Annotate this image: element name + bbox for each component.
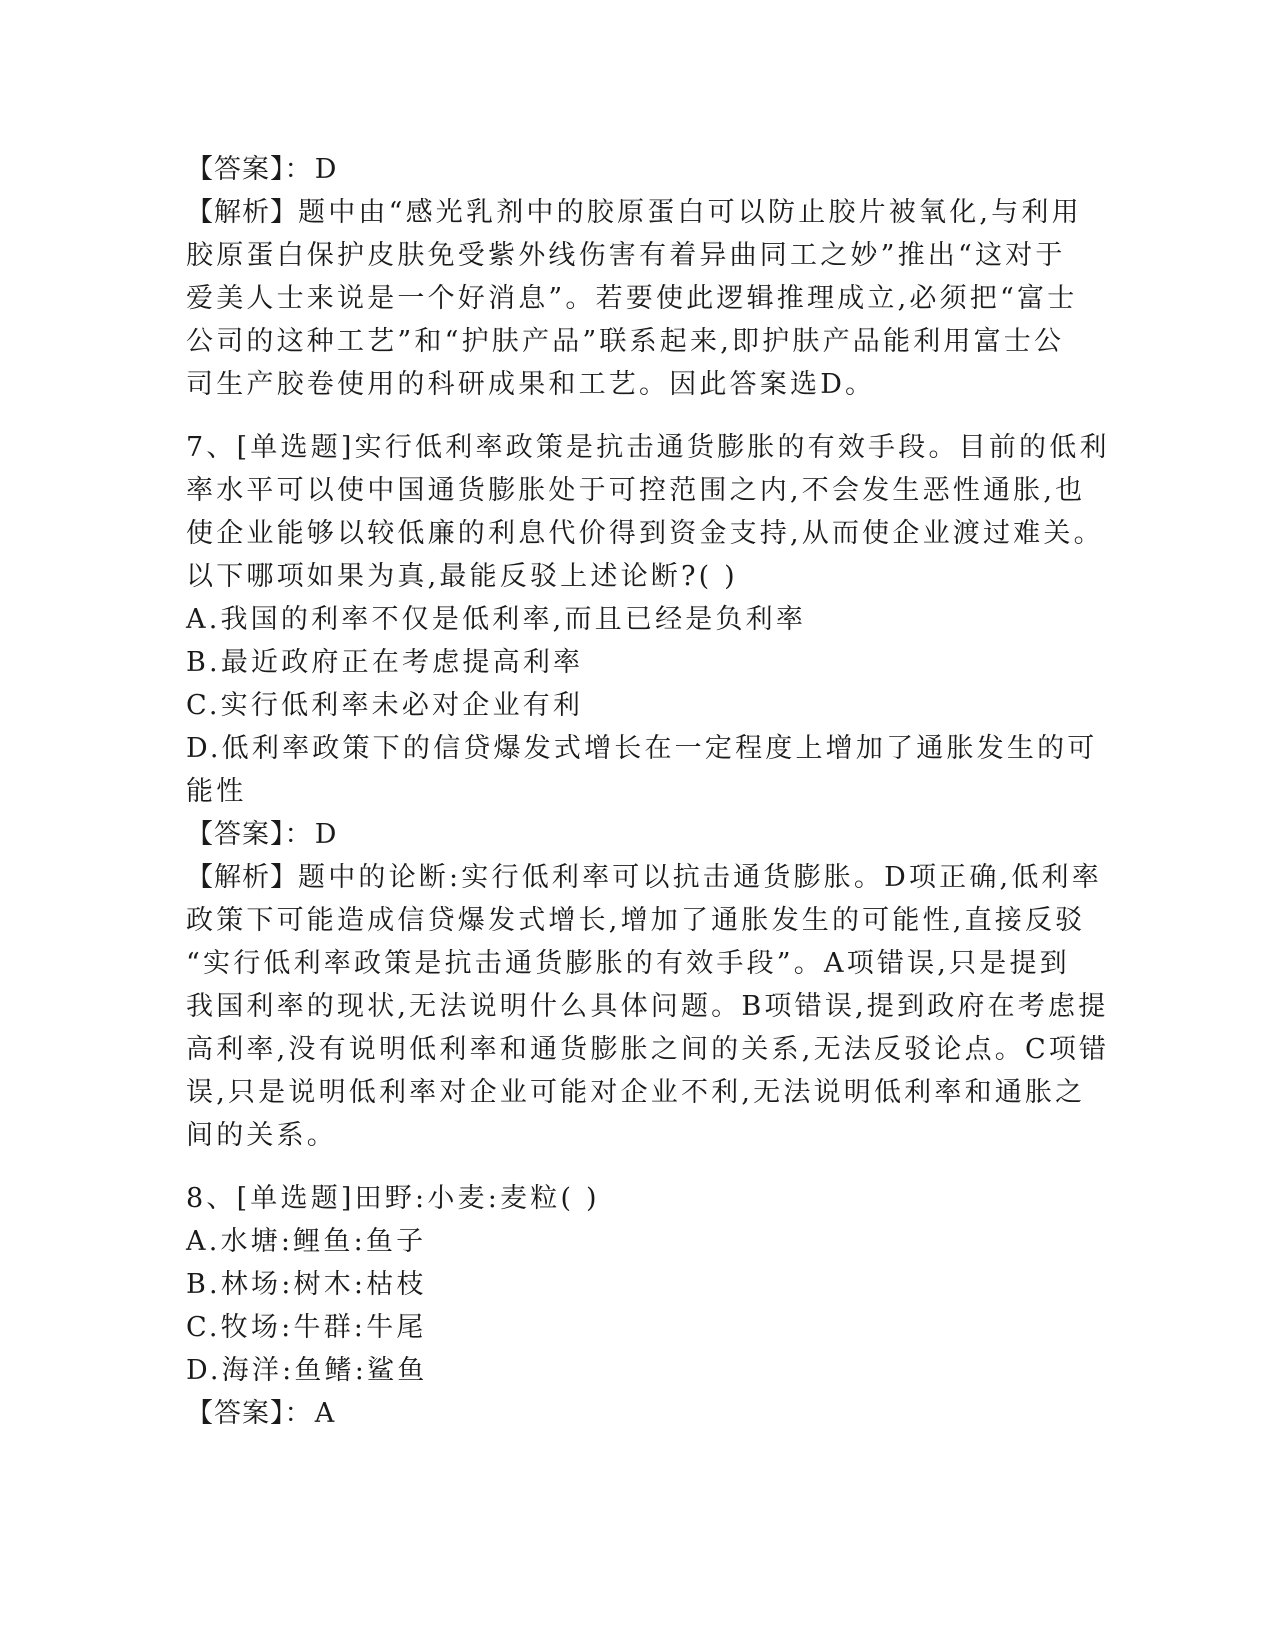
q6-answer (186, 148, 1086, 191)
answer-separator: ： (284, 1398, 315, 1429)
q7-answer (186, 813, 1086, 856)
q7-analysis-line (186, 856, 1102, 899)
q7-analysis-line: 我国利率的现状,无法说明什么具体问题。B项错误,提到政府在考虑提 (186, 991, 1109, 1022)
q7-option-d-continued: 能性 (186, 776, 247, 807)
answer-label: 【答案】 (186, 819, 285, 850)
analysis-text: 题中的论断:实行低利率可以抗击通货膨胀。D项正确,低利率 (298, 862, 1102, 893)
document-page (186, 148, 1110, 1435)
answer-label: 【答案】 (186, 1398, 285, 1429)
q7-option-c: C.实行低利率未必对企业有利 (186, 690, 584, 721)
q6-analysis-line: 司生产胶卷使用的科研成果和工艺。因此答案选D。 (186, 369, 876, 400)
answer-value: D (314, 819, 340, 850)
q6-analysis-line (186, 191, 1086, 234)
q7-question-line: 以下哪项如果为真,最能反驳上述论断?( ) (186, 561, 738, 592)
q7-question-line: 使企业能够以较低廉的利息代价得到资金支持,从而使企业渡过难关。 (186, 518, 1104, 549)
section-gap (186, 1157, 1086, 1177)
q7-option-b: B.最近政府正在考虑提高利率 (186, 647, 584, 678)
answer-value: D (314, 154, 340, 185)
answer-separator: ： (284, 819, 315, 850)
q8-option-a: A.水塘:鲤鱼:鱼子 (186, 1226, 427, 1257)
q7-analysis-line: 误,只是说明低利率对企业可能对企业不利,无法说明低利率和通胀之 (186, 1077, 1086, 1108)
answer-separator: ： (284, 154, 315, 185)
q7-analysis-line: 间的关系。 (186, 1120, 337, 1151)
q7-option-a: A.我国的利率不仅是低利率,而且已经是负利率 (186, 604, 807, 635)
analysis-label: 【解析】 (186, 197, 298, 228)
analysis-label: 【解析】 (186, 862, 298, 893)
q7-analysis-line: 高利率,没有说明低利率和通货膨胀之间的关系,无法反驳论点。C项错 (186, 1034, 1110, 1065)
q6-analysis-line: 胶原蛋白保护皮肤免受紫外线伤害有着异曲同工之妙”推出“这对于 (186, 240, 1066, 271)
q6-analysis-line: 公司的这种工艺”和“护肤产品”联系起来,即护肤产品能利用富士公 (186, 326, 1065, 357)
q7-option-d: D.低利率政策下的信贷爆发式增长在一定程度上增加了通胀发生的可 (186, 733, 1098, 764)
answer-label: 【答案】 (186, 154, 285, 185)
q8-option-d: D.海洋:鱼鳍:鲨鱼 (186, 1355, 428, 1386)
q7-analysis-line: “实行低利率政策是抗击通货膨胀的有效手段”。A项错误,只是提到 (186, 948, 1070, 979)
q7-question-line: 7、[单选题]实行低利率政策是抗击通货膨胀的有效手段。目前的低利 (186, 432, 1110, 463)
q8-option-c: C.牧场:牛群:牛尾 (186, 1312, 427, 1343)
answer-value: A (314, 1398, 338, 1429)
q7-question-line: 率水平可以使中国通货膨胀处于可控范围之内,不会发生恶性通胀,也 (186, 475, 1086, 506)
section-gap (186, 406, 1086, 426)
q8-answer (186, 1392, 1086, 1435)
q8-question: 8、[单选题]田野:小麦:麦粒( ) (186, 1183, 600, 1214)
q8-option-b: B.林场:树木:枯枝 (186, 1269, 427, 1300)
analysis-text: 题中由“感光乳剂中的胶原蛋白可以防止胶片被氧化,与利用 (298, 197, 1082, 228)
q6-analysis-line: 爱美人士来说是一个好消息”。若要使此逻辑推理成立,必须把“富士 (186, 283, 1078, 314)
q7-analysis-line: 政策下可能造成信贷爆发式增长,增加了通胀发生的可能性,直接反驳 (186, 905, 1086, 936)
